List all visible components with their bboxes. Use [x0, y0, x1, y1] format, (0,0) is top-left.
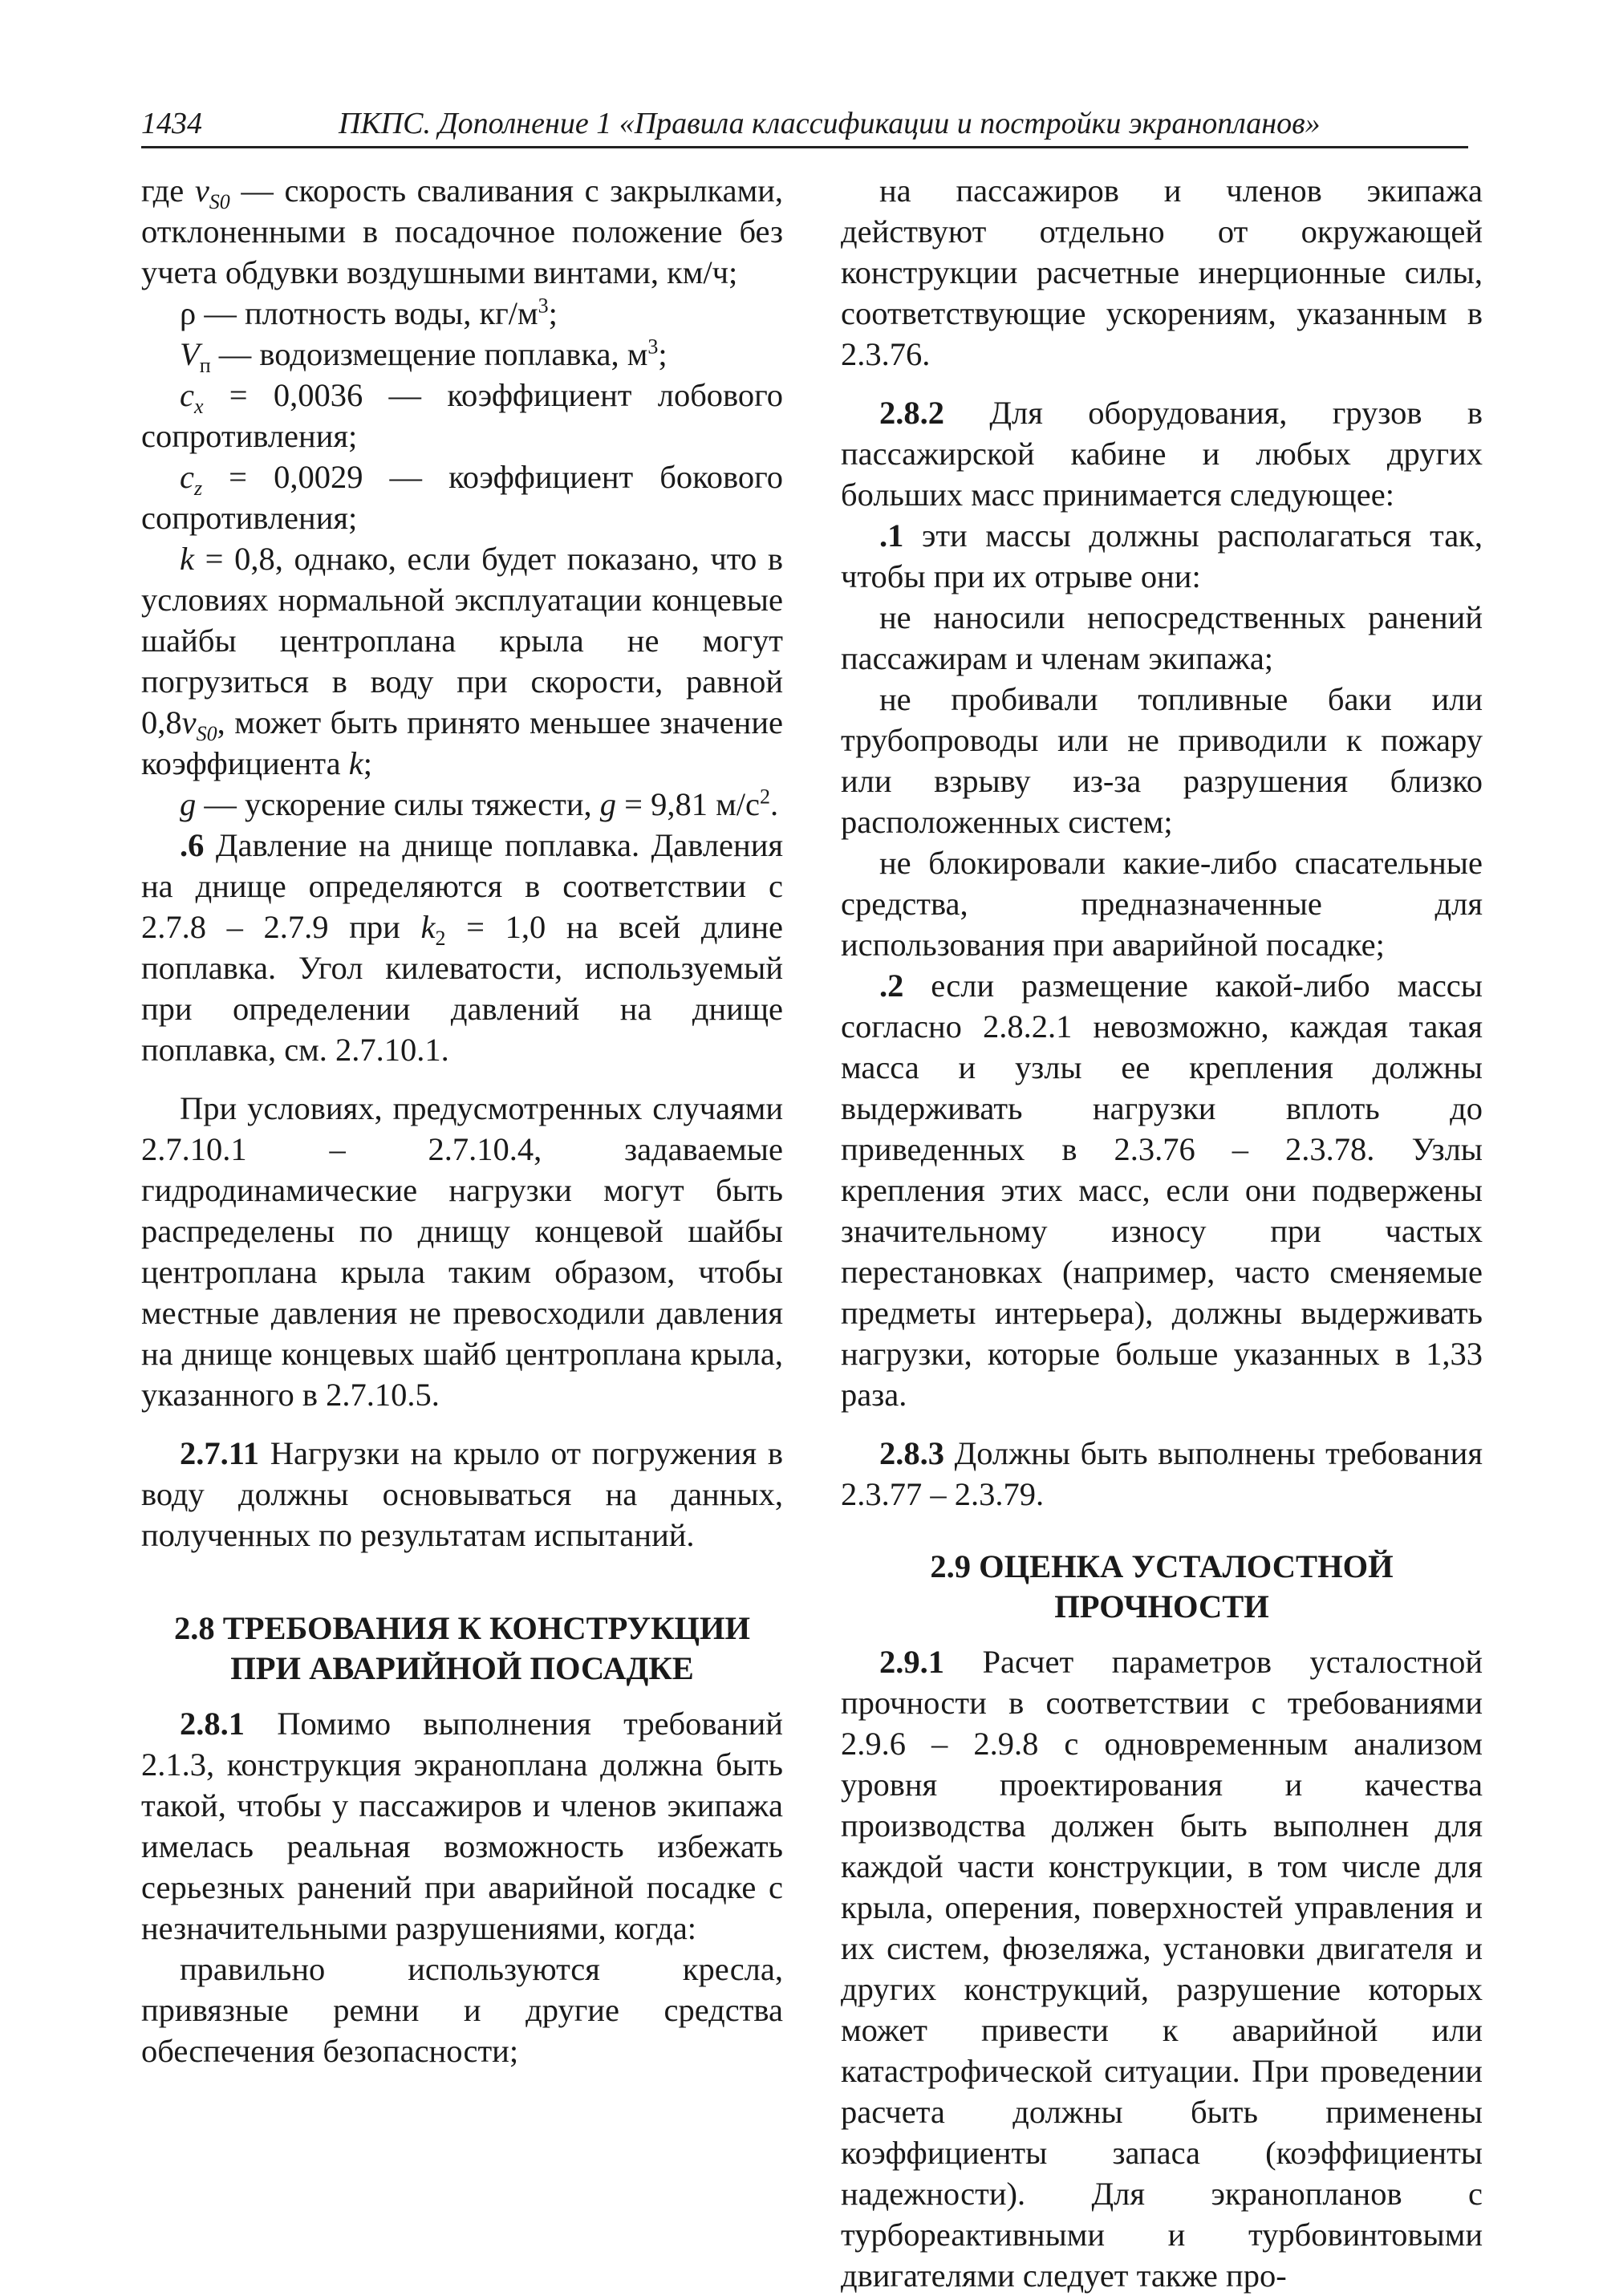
paragraph-2-8-2-2: .2 если размещение какой-либо массы согласно 2.8.2.1 невозможно, каждая такая масса и узлы ее крепления должны выдерживать нагрузки вплоть до приведенных в 2.3.76 – 2.3.78. Узлы крепления этих масс, если они подвержены значительному износу при частых перестановках (например, часто сменяемые предметы интерьера), должны выдерживать нагрузки, которые больше указанных в 1,33 раза.	[841, 967, 1483, 1413]
paragraph-2-8-2-1: .1 эти массы должны располагаться так, чтобы при их отрыве они:	[841, 517, 1483, 594]
paragraph-g-definition: g — ускорение силы тяжести, g = 9,81 $м/с^2$.	[180, 785, 779, 822]
left-column	[141, 170, 783, 2071]
paragraph-cz-definition: $c_z = 0,0029$ — коэффициент бокового сопротивления;	[141, 459, 783, 536]
running-header	[141, 101, 1468, 148]
paragraph-2-8-2: 2.8.2 Для оборудования, грузов в пассажирской кабине и любых других больших масс принимается следующее:	[841, 395, 1483, 513]
paragraph-vs0-definition: где $v_{S0}$ — скорость сваливания с закрылками, отклоненными в посадочное положение без учета обдувки воздушными винтами, км/ч;	[141, 172, 783, 290]
right-column	[841, 170, 1483, 2296]
paragraph-cases: При условиях, предусмотренных случаями 2.7.10.1 – 2.7.10.4, задаваемые гидродинамические нагрузки могут быть распределены по днищу концевой шайбы центроплана крыла таким образом, чтобы местные давления не превосходили давления на днище концевых шайб центроплана крыла, указанного в 2.7.10.5.	[141, 1090, 783, 1413]
paragraph-2-8-2-1-a: не наносили непосредственных ранений пассажирам и членам экипажа;	[841, 599, 1483, 676]
paragraph-vp-definition: $V_п$ — водоизмещение поплавка, $м^3$;	[180, 335, 668, 378]
paragraph-cx-definition: $c_x = 0,0036$ — коэффициент лобового сопротивления;	[141, 377, 783, 454]
paragraph-6-float-bottom-pressure: .6 Давление на днище поплавка. Давления на днище определяются в соответствии с 2.7.8 – 2.7.9 при $k_2 = 1,0$ на всей длине поплавка. Угол килеватости, используемый при определении давлений на днище поплавка, см. 2.7.10.1.	[141, 827, 783, 1068]
section-heading-2-8: 2.8 ТРЕБОВАНИЯ К КОНСТРУКЦИИ ПРИ АВАРИЙНОЙ ПОСАДКЕ	[173, 1610, 751, 1686]
page-number: 1434	[141, 107, 202, 140]
paragraph-inertia-forces: на пассажиров и членов экипажа действуют отдельно от окружающей конструкции расчетные инерционные силы, соответствующие ускорениям, указанным в 2.3.76.	[841, 172, 1483, 372]
paragraph-2-8-1: 2.8.1 Помимо выполнения требований 2.1.3, конструкция экраноплана должна быть такой, чтобы у пассажиров и членов экипажа имелась реальная возможность избежать серьезных ранений при аварийной посадке с незначительными разрушениями, когда:	[141, 1706, 783, 1946]
paragraph-2-7-11: 2.7.11 Нагрузки на крыло от погружения в воду должны основываться на данных, полученных по результатам испытаний.	[141, 1435, 783, 1553]
running-title: ПКПС. Дополнение 1 «Правила классификации и постройки экранопланов»	[339, 107, 1321, 140]
paragraph-2-8-1-seats: правильно используются кресла, привязные ремни и другие средства обеспечения безопасности;	[141, 1951, 783, 2069]
paragraph-2-8-3: 2.8.3 Должны быть выполнены требования 2.3.77 – 2.3.79.	[841, 1435, 1483, 1512]
paragraph-2-8-2-1-c: не блокировали какие-либо спасательные средства, предназначенные для использования при аварийной посадке;	[841, 845, 1483, 963]
section-heading-2-9: 2.9 ОЦЕНКА УСТАЛОСТНОЙ ПРОЧНОСТИ	[930, 1548, 1394, 1625]
paragraph-k-definition: k = 0,8, однако, если будет показано, что в условиях нормальной эксплуатации концевые шайбы центроплана крыла не могут погрузиться в воду при скорости, равной $0,8v_{S0}$, может быть принято меньшее значение коэффициента k;	[141, 541, 783, 781]
paragraph-2-9-1: 2.9.1 Расчет параметров усталостной прочности в соответствии с требованиями 2.9.6 – 2.9.8 с одновременным анализом уровня проектирования и качества производства должен быть выполнен для каждой части конструкции, в том числе для крыла, оперения, поверхностей управления и их систем, фюзеляжа, установки двигателя и других конструкций, разрушение которых может привести к аварийной или катастрофической ситуации. При проведении расчета должны быть применены коэффициенты запаса (коэффициенты надежности). Для экранопланов с турбореактивными и турбовинтовыми двигателями следует также про-	[841, 1644, 1483, 2294]
paragraph-rho-definition: ρ — плотность воды, $кг/м^3$;	[180, 294, 558, 331]
paragraph-2-8-2-1-b: не пробивали топливные баки или трубопроводы или не приводили к пожару или взрыву из-за разрушения близко расположенных систем;	[841, 681, 1483, 840]
